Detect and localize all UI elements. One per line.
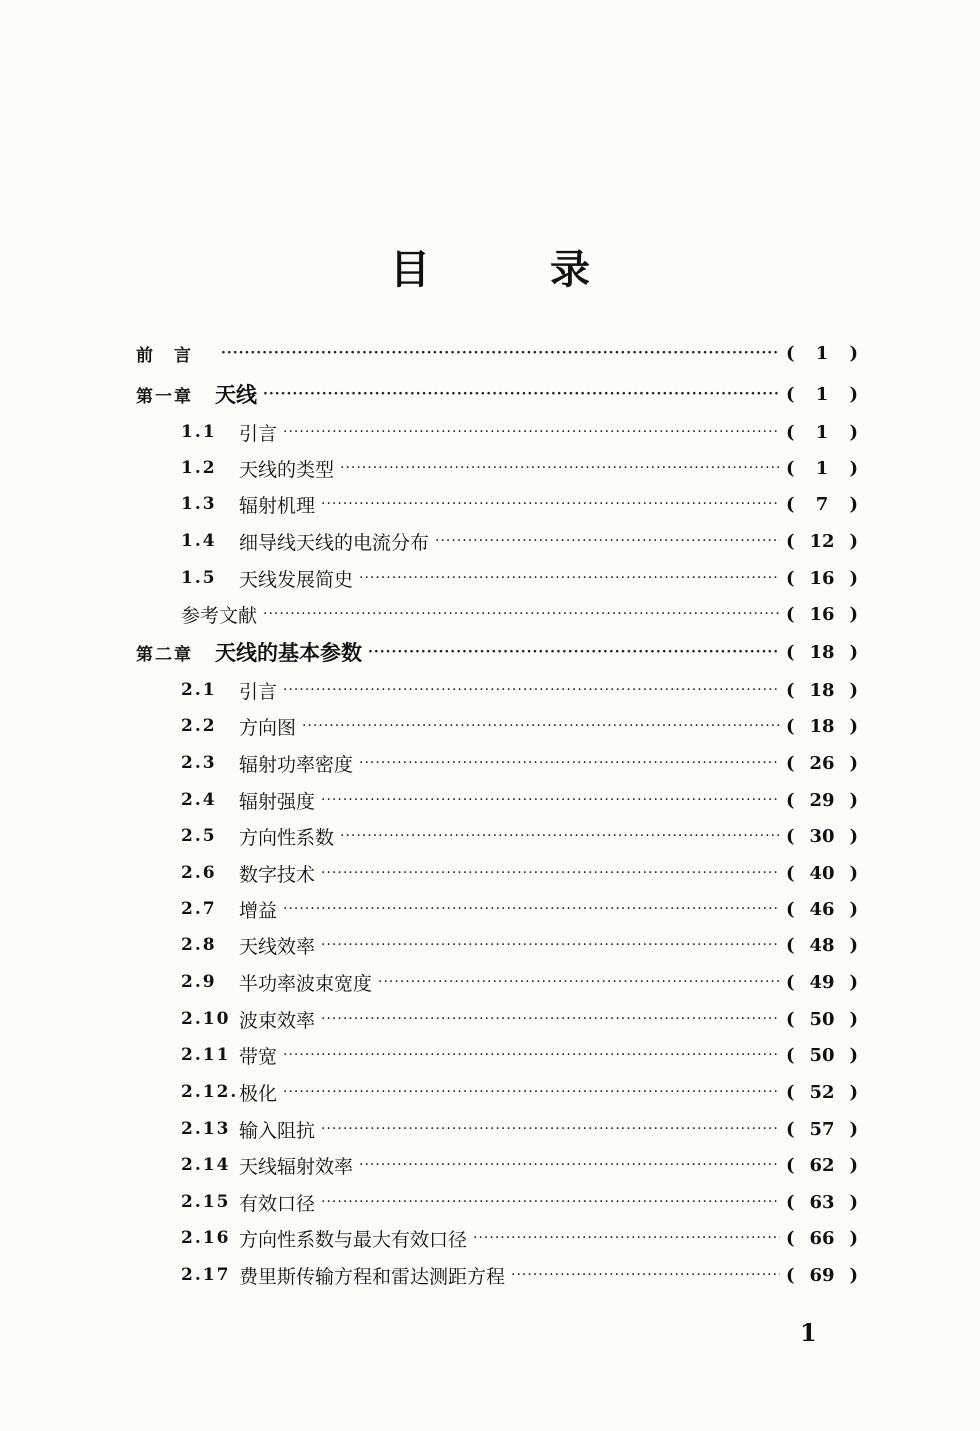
toc-entry-number: 2.12. [181, 1082, 239, 1102]
toc-entry[interactable] [181, 858, 858, 888]
leader-dots [368, 642, 780, 662]
leader-dots [321, 935, 780, 955]
leader-dots [340, 826, 780, 846]
leader-dots [321, 1192, 780, 1212]
toc-entry-page: ( 52 ) [786, 1081, 858, 1103]
toc-entry-number: 1.4 [181, 531, 217, 551]
leader-dots [263, 384, 780, 404]
toc-entry-page: ( 16 ) [786, 567, 858, 589]
leader-dots [302, 716, 780, 736]
toc-entry[interactable] [181, 563, 858, 593]
toc-entry-title: 细导线天线的电流分布 [239, 531, 430, 554]
leader-dots [283, 1082, 780, 1102]
toc-entry-page: ( 46 ) [786, 898, 858, 920]
leader-dots [221, 343, 780, 363]
toc-entry-title: 天线辐射效率 [239, 1155, 354, 1178]
leader-dots [321, 790, 780, 810]
leader-dots [511, 1265, 780, 1285]
toc-entry-page: ( 40 ) [786, 862, 858, 884]
leader-dots [359, 568, 780, 588]
toc-entry-number: 前 言 [136, 345, 193, 366]
toc-entry-page: ( 50 ) [786, 1008, 858, 1030]
leader-dots [435, 531, 780, 551]
toc-entry-page: ( 26 ) [786, 752, 858, 774]
leader-dots [283, 1045, 780, 1065]
toc-entry[interactable] [181, 748, 858, 778]
toc-entry-number: 2.11 [181, 1045, 231, 1065]
toc-entry-page: ( 49 ) [786, 971, 858, 993]
toc-entry-title: 方向图 [239, 716, 297, 739]
toc-entry-number: 2.4 [181, 790, 217, 810]
toc-entry-number: 2.15 [181, 1192, 231, 1212]
toc-entry-title: 方向性系数 [239, 826, 335, 849]
toc-entry-page: ( 29 ) [786, 789, 858, 811]
toc-entry[interactable] [181, 1150, 858, 1180]
leader-dots [263, 604, 780, 624]
leader-dots [378, 972, 780, 992]
toc-entry-number: 2.5 [181, 826, 217, 846]
toc-entry-page: ( 62 ) [786, 1154, 858, 1176]
toc-entry[interactable] [181, 1040, 858, 1070]
toc-entry-number: 第二章 [136, 644, 193, 665]
toc-entry[interactable] [181, 1077, 858, 1107]
toc-entry[interactable] [181, 526, 858, 556]
toc-entry-page: ( 1 ) [786, 421, 858, 443]
leader-dots [321, 1119, 780, 1139]
leader-dots [283, 899, 780, 919]
toc-entry-title: 辐射强度 [239, 790, 316, 813]
toc-entry[interactable] [181, 453, 858, 483]
toc-entry-number: 2.14 [181, 1155, 231, 1175]
toc-entry[interactable] [181, 894, 858, 924]
leader-dots [473, 1228, 780, 1248]
toc-entry[interactable] [181, 599, 858, 629]
toc-entry-number: 1.5 [181, 568, 217, 588]
toc-entry-title: 辐射机理 [239, 494, 316, 517]
toc-entry[interactable] [181, 1187, 858, 1217]
toc-entry-page: ( 18 ) [786, 679, 858, 701]
toc-entry-title: 引言 [239, 680, 278, 703]
toc-entry-page: ( 18 ) [786, 641, 858, 663]
leader-dots [283, 680, 780, 700]
toc-entry-title: 带宽 [239, 1045, 278, 1068]
toc-entry-title: 参考文献 [181, 604, 258, 627]
toc-entry-title: 极化 [239, 1082, 278, 1105]
leader-dots [359, 753, 780, 773]
leader-dots [283, 422, 780, 442]
toc-entry-number: 2.1 [181, 680, 217, 700]
toc-entry[interactable] [136, 637, 858, 667]
toc-title: 目 录 [390, 246, 630, 293]
toc-entry-number: 2.7 [181, 899, 217, 919]
toc-entry[interactable] [136, 379, 858, 409]
toc-entry[interactable] [181, 930, 858, 960]
toc-entry-number: 2.6 [181, 863, 217, 883]
toc-entry-page: ( 1 ) [786, 383, 858, 405]
toc-entry-page: ( 48 ) [786, 934, 858, 956]
toc-entry-number: 2.9 [181, 972, 217, 992]
toc-entry-number: 2.10 [181, 1009, 231, 1029]
toc-entry-number: 2.8 [181, 935, 217, 955]
toc-entry[interactable] [181, 785, 858, 815]
leader-dots [340, 458, 780, 478]
toc-entry[interactable] [181, 1004, 858, 1034]
toc-entry-title: 天线 [215, 382, 257, 407]
leader-dots [321, 1009, 780, 1029]
toc-entry-title: 数字技术 [239, 863, 316, 886]
toc-entry[interactable] [181, 489, 858, 519]
toc-entry-number: 第一章 [136, 386, 193, 407]
toc-entry-title: 天线发展简史 [239, 568, 354, 591]
toc-entry-title: 波束效率 [239, 1009, 316, 1032]
toc-entry-page: ( 63 ) [786, 1191, 858, 1213]
toc-entry-title: 输入阻抗 [239, 1119, 316, 1142]
toc-entry[interactable] [181, 675, 858, 705]
toc-entry-page: ( 7 ) [786, 493, 858, 515]
toc-entry-number: 2.3 [181, 753, 217, 773]
toc-entry-page: ( 57 ) [786, 1118, 858, 1140]
toc-entry-page: ( 16 ) [786, 603, 858, 625]
toc-entry-title: 天线的基本参数 [215, 640, 362, 665]
toc-entry-number: 2.17 [181, 1265, 231, 1285]
toc-entry[interactable] [181, 821, 858, 851]
toc-entry-title: 半功率波束宽度 [239, 972, 373, 995]
toc-entry-title: 方向性系数与最大有效口径 [239, 1228, 468, 1251]
toc-entry[interactable] [136, 338, 858, 368]
toc-entry-page: ( 50 ) [786, 1044, 858, 1066]
page-number: 1 [800, 1318, 817, 1347]
toc-entry-number: 1.2 [181, 458, 217, 478]
toc-entry-page: ( 66 ) [786, 1227, 858, 1249]
toc-entry[interactable] [181, 1223, 858, 1253]
toc-entry[interactable] [181, 1114, 858, 1144]
toc-entry[interactable] [181, 967, 858, 997]
toc-entry-number: 2.13 [181, 1119, 231, 1139]
toc-entry-title: 天线效率 [239, 935, 316, 958]
toc-entry-number: 2.2 [181, 716, 217, 736]
toc-entry[interactable] [181, 1260, 858, 1290]
toc-entry[interactable] [181, 417, 858, 447]
leader-dots [359, 1155, 780, 1175]
toc-entry-number: 1.1 [181, 422, 217, 442]
toc-entry-title: 增益 [239, 899, 278, 922]
toc-entry-page: ( 1 ) [786, 457, 858, 479]
toc-entry-page: ( 30 ) [786, 825, 858, 847]
toc-entry-title: 天线的类型 [239, 458, 335, 481]
toc-entry-number: 2.16 [181, 1228, 231, 1248]
toc-entry-title: 有效口径 [239, 1192, 316, 1215]
toc-entry-title: 费里斯传输方程和雷达测距方程 [239, 1265, 506, 1288]
toc-entry-page: ( 18 ) [786, 715, 858, 737]
toc-entry-page: ( 69 ) [786, 1264, 858, 1286]
leader-dots [321, 863, 780, 883]
toc-entry-title: 引言 [239, 422, 278, 445]
toc-entry-page: ( 1 ) [786, 342, 858, 364]
leader-dots [321, 494, 780, 514]
toc-entry[interactable] [181, 711, 858, 741]
toc-entry-title: 辐射功率密度 [239, 753, 354, 776]
toc-entry-page: ( 12 ) [786, 530, 858, 552]
toc-entry-number: 1.3 [181, 494, 217, 514]
